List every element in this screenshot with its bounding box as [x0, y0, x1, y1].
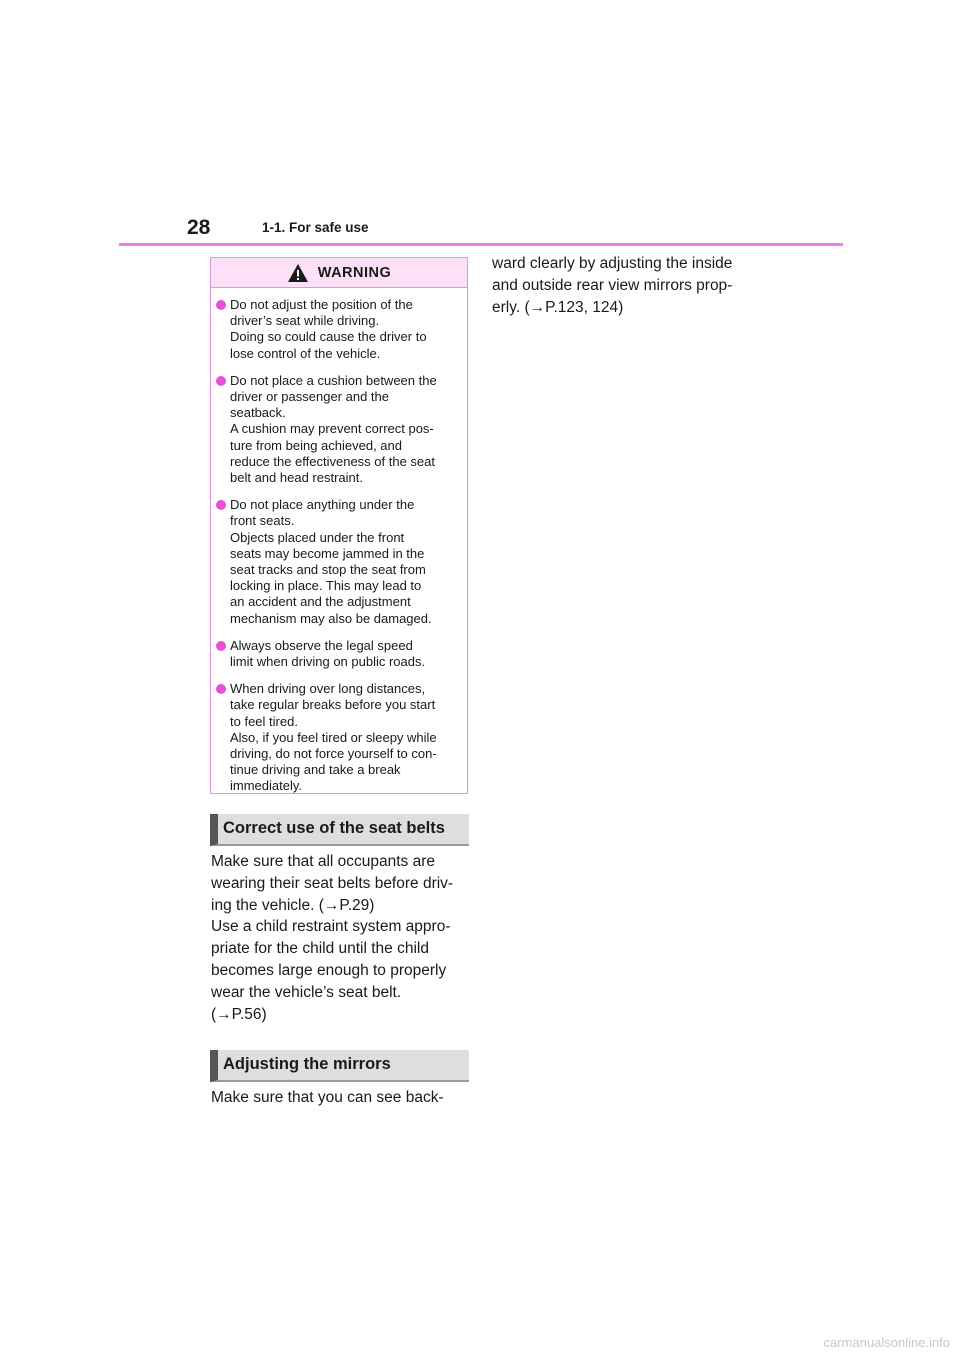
warning-box: [210, 257, 468, 794]
bullet-icon: [216, 684, 226, 694]
bullet-icon: [216, 300, 226, 310]
section-title: 1-1. For safe use: [262, 220, 369, 235]
seatbelts-body: Make sure that all occupants are wearing their seat belts before driv- ing the vehicle. (→P.29) Use a child restraint system appro- priate for the child until the child becomes large enough to properly wear the vehicle’s seat belt. (→P.56): [211, 853, 454, 1023]
mirrors-heading: Adjusting the mirrors: [210, 1050, 469, 1082]
header-divider: [119, 243, 843, 246]
warning-list: [211, 288, 467, 795]
warning-header: [211, 258, 467, 288]
warning-item: [216, 497, 461, 627]
bullet-icon: [216, 641, 226, 651]
warning-item-text: Do not place anything under the front seats. Objects placed under the front seats may become jammed in the seat tracks and stop the seat from locking in place. This may lead to an accident and the adjustment mechanism may also be damaged.: [230, 497, 432, 626]
page-number: 28: [187, 216, 211, 239]
warning-item-text: Always observe the legal speed limit when driving on public roads.: [230, 637, 426, 670]
warning-title: WARNING: [317, 264, 392, 281]
footer-watermark: carmanualsonline.info: [823, 1335, 950, 1350]
seatbelts-heading: Correct use of the seat belts: [210, 814, 469, 846]
warning-item: [216, 373, 461, 486]
warning-item-text: Do not adjust the position of the driver’s seat while driving. Doing so could cause the driver to lose control of the vehicle.: [230, 297, 427, 361]
warning-item: [216, 638, 461, 670]
mirrors-body-continued: ward clearly by adjusting the inside and outside rear view mirrors prop- erly. (→P.123, 124): [492, 255, 733, 316]
warning-item: [216, 681, 461, 794]
mirrors-body-start: Make sure that you can see back-: [211, 1089, 444, 1106]
bullet-icon: [216, 500, 226, 510]
warning-item-text: Do not place a cushion between the driver or passenger and the seatback. A cushion may prevent correct pos- ture from being achieved, and reduce the effectiveness of the seat belt and head restraint.: [230, 372, 437, 486]
warning-item: [216, 297, 461, 362]
warning-triangle-icon: [287, 263, 309, 283]
warning-item-text: When driving over long distances, take regular breaks before you start to feel tired. Also, if you feel tired or sleepy while driving, do not force yourself to con- tinue driving and take a break immediately.: [230, 681, 437, 794]
bullet-icon: [216, 376, 226, 386]
